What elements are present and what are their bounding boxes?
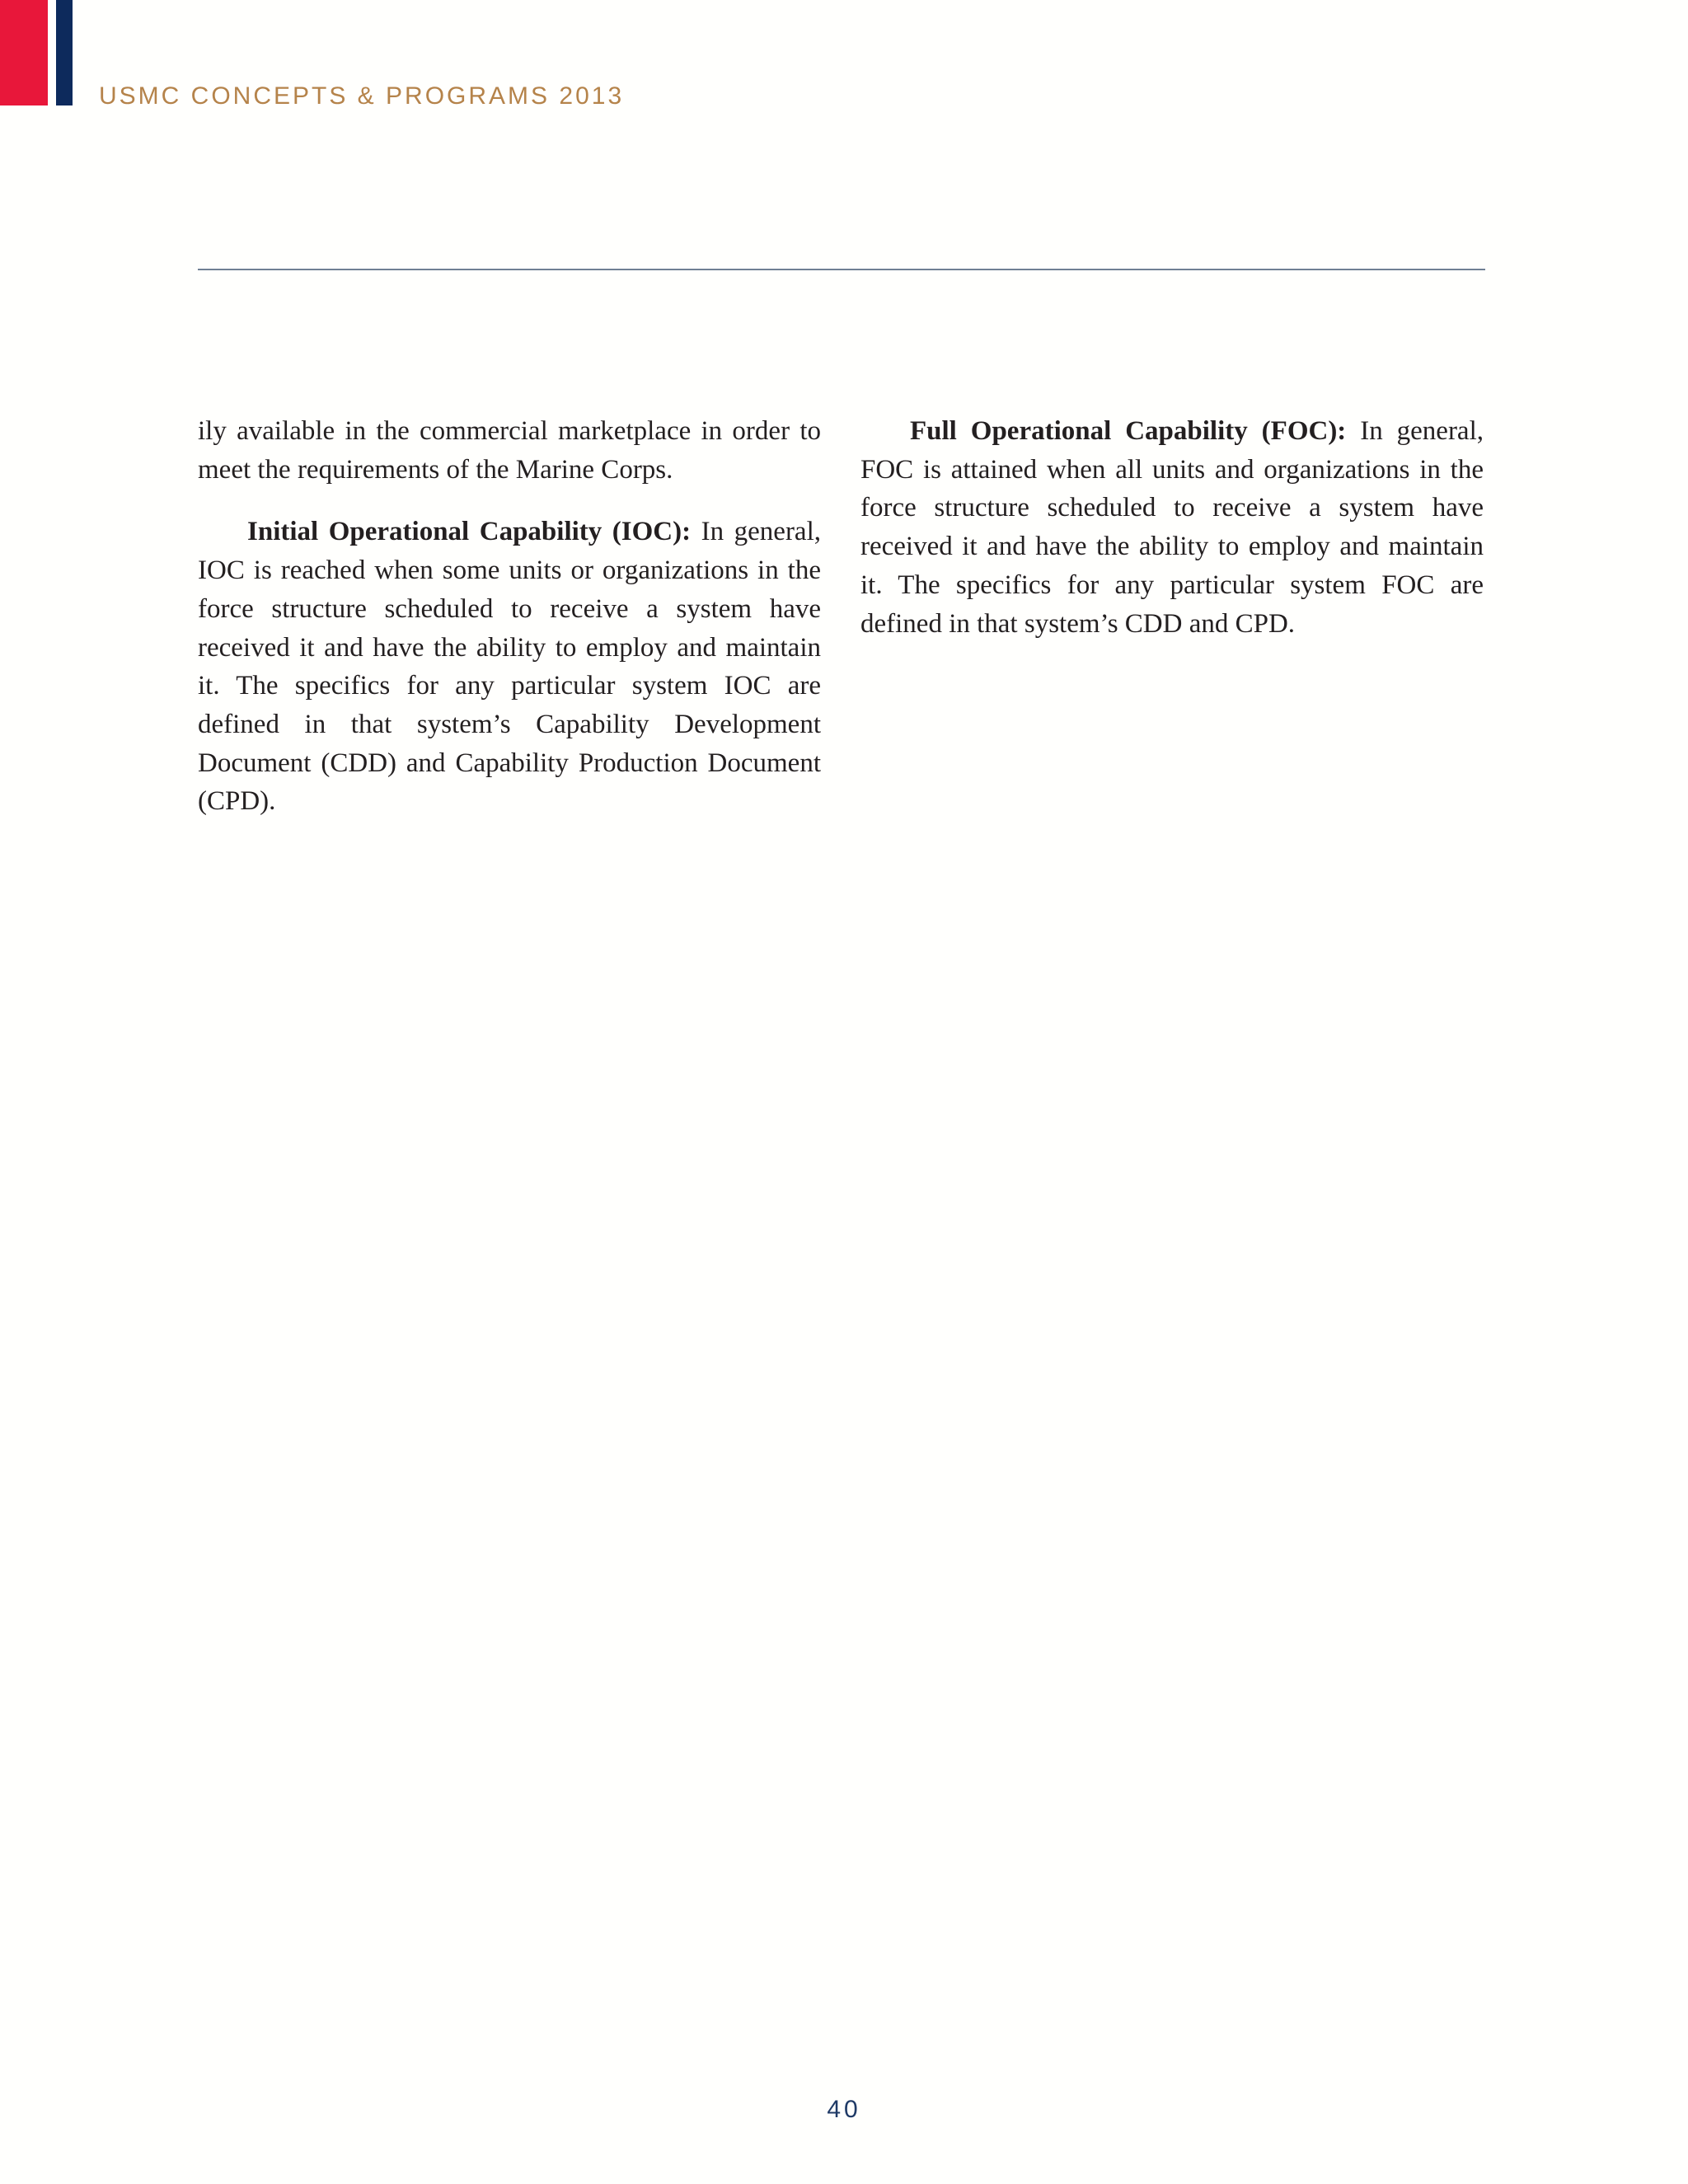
header-rule <box>198 269 1485 270</box>
header-red-bar <box>0 0 48 105</box>
left-column <box>198 412 821 845</box>
page-number: 40 <box>827 2096 861 2123</box>
ioc-term: Initial Operational Capability (IOC): <box>247 517 692 547</box>
right-column <box>860 412 1484 667</box>
foc-term: Full Operational Capability (FOC): <box>910 416 1347 446</box>
ioc-body: In general, IOC is reached when some units or organizations in the force structure scheduled to receive a system have received it and have the ability to employ and maintain it. The specifics for any particular system IOC are defined in that system’s Capability Development Document (CDD) and Capability Production Document (CPD). <box>198 517 821 817</box>
ioc-paragraph <box>198 513 821 821</box>
foc-body: In general, FOC is attained when all units and organizations in the force structure scheduled to receive a system have received it and have the ability to employ and maintain it. The specifics for any particular system FOC are defined in that system’s CDD and CPD. <box>860 416 1484 639</box>
running-header: USMC CONCEPTS & PROGRAMS 2013 <box>99 82 625 110</box>
continued-paragraph: ily available in the commercial marketplace in order to meet the requirements of the Marine Corps. <box>198 416 821 485</box>
foc-paragraph <box>860 412 1484 643</box>
header-blue-bar <box>56 0 73 105</box>
